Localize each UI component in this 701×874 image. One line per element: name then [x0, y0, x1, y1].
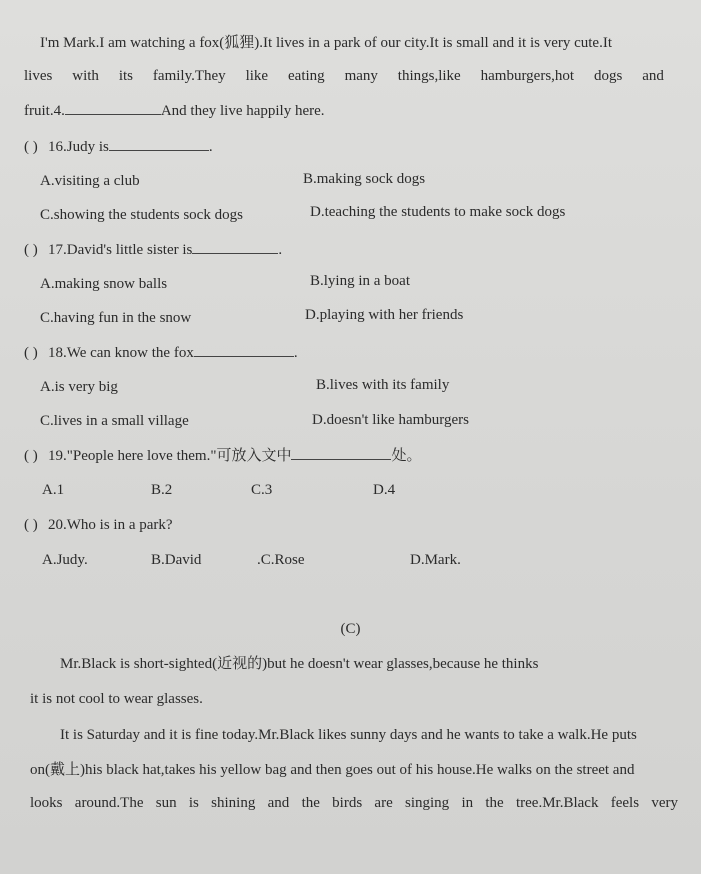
question-17	[24, 241, 282, 259]
answer-paren[interactable]: ( )	[24, 517, 38, 533]
option-c: C.having fun in the snow	[40, 310, 192, 326]
answer-paren[interactable]: ( )	[24, 242, 38, 258]
option-b: B.David	[151, 552, 202, 568]
option-c: .C.Rose	[257, 552, 305, 568]
answer-blank[interactable]	[192, 253, 278, 254]
word: around.The	[74, 795, 144, 811]
word: the	[485, 795, 504, 811]
word: and	[267, 795, 290, 811]
word: tree.Mr.Black	[515, 795, 599, 811]
word: like	[245, 68, 269, 84]
word: its	[118, 68, 134, 84]
option-a: A.making snow balls	[40, 276, 168, 292]
word: shining	[211, 795, 256, 811]
question-stem-end: .	[208, 139, 213, 155]
question-stem-end: 处。	[391, 448, 422, 464]
question-stem-end: .	[293, 345, 298, 361]
word: feels	[610, 795, 640, 811]
option-a: A.1	[42, 482, 65, 498]
option-b: B.making sock dogs	[303, 171, 426, 187]
answer-blank[interactable]	[65, 114, 161, 115]
word: are	[374, 795, 393, 811]
word: eating	[288, 68, 325, 84]
word: in	[461, 795, 474, 811]
word: very	[651, 795, 678, 811]
question-19	[24, 447, 421, 465]
question-stem: 20.Who is in a park?	[48, 517, 173, 533]
option-a: A.Judy.	[42, 552, 88, 568]
option-d: D.doesn't like hamburgers	[312, 412, 469, 428]
blank-prefix: fruit.4.	[24, 103, 65, 119]
passage-b-line-2	[24, 68, 664, 85]
question-stem: 17.David's little sister is	[48, 242, 193, 258]
word: singing	[405, 795, 450, 811]
option-c: C.3	[251, 482, 273, 498]
option-b: B.lying in a boat	[310, 273, 410, 289]
option-c: C.showing the students sock dogs	[40, 207, 243, 223]
word: the	[301, 795, 320, 811]
question-stem-end: .	[278, 242, 283, 258]
question-stem: 19."People here love them."可放入文中	[48, 448, 292, 464]
passage-b-line-1: I'm Mark.I am watching a fox(狐狸).It lives in a park of our city.It is small and it is very cute.It	[40, 35, 612, 51]
passage-c-p1-line-1: Mr.Black is short-sighted(近视的)but he doesn't wear glasses,because he thinks	[60, 656, 539, 672]
option-d: D.Mark.	[410, 552, 461, 568]
word: many	[344, 68, 378, 84]
word: and	[642, 68, 664, 84]
blank-suffix: And they live happily here.	[160, 103, 325, 119]
answer-blank[interactable]	[291, 459, 391, 460]
word: is	[188, 795, 199, 811]
word: family.They	[152, 68, 226, 84]
word: birds	[332, 795, 363, 811]
word: looks	[30, 795, 63, 811]
answer-paren[interactable]: ( )	[24, 345, 38, 361]
question-stem: 16.Judy is	[48, 139, 109, 155]
word: lives	[24, 68, 53, 84]
question-stem: 18.We can know the fox	[48, 345, 194, 361]
option-b: B.lives with its family	[316, 377, 450, 393]
word: with	[72, 68, 99, 84]
option-b: B.2	[151, 482, 173, 498]
option-a: A.is very big	[40, 379, 118, 395]
passage-c-p2-line-1: It is Saturday and it is fine today.Mr.Black likes sunny days and he wants to take a walk.He puts	[60, 727, 637, 743]
word: hamburgers,hot	[480, 68, 575, 84]
question-20	[24, 516, 173, 534]
option-d: D.teaching the students to make sock dogs	[310, 204, 566, 220]
question-16	[24, 138, 213, 156]
answer-blank[interactable]	[194, 356, 294, 357]
question-18	[24, 344, 298, 362]
answer-blank[interactable]	[109, 150, 209, 151]
passage-c-p1-line-2: it is not cool to wear glasses.	[30, 691, 203, 707]
word: sun	[155, 795, 177, 811]
word: things,like	[397, 68, 461, 84]
word: dogs	[594, 68, 623, 84]
option-a: A.visiting a club	[40, 173, 140, 189]
option-d: D.4	[373, 482, 396, 498]
answer-paren[interactable]: ( )	[24, 448, 38, 464]
option-d: D.playing with her friends	[305, 307, 464, 323]
answer-paren[interactable]: ( )	[24, 139, 38, 155]
section-heading: (C)	[340, 621, 361, 637]
option-c: C.lives in a small village	[40, 413, 189, 429]
passage-b-line-3	[24, 102, 325, 120]
passage-c-p2-line-3	[30, 795, 678, 812]
passage-c-p2-line-2: on(戴上)his black hat,takes his yellow bag and then goes out of his house.He walks on the street and	[30, 762, 635, 778]
